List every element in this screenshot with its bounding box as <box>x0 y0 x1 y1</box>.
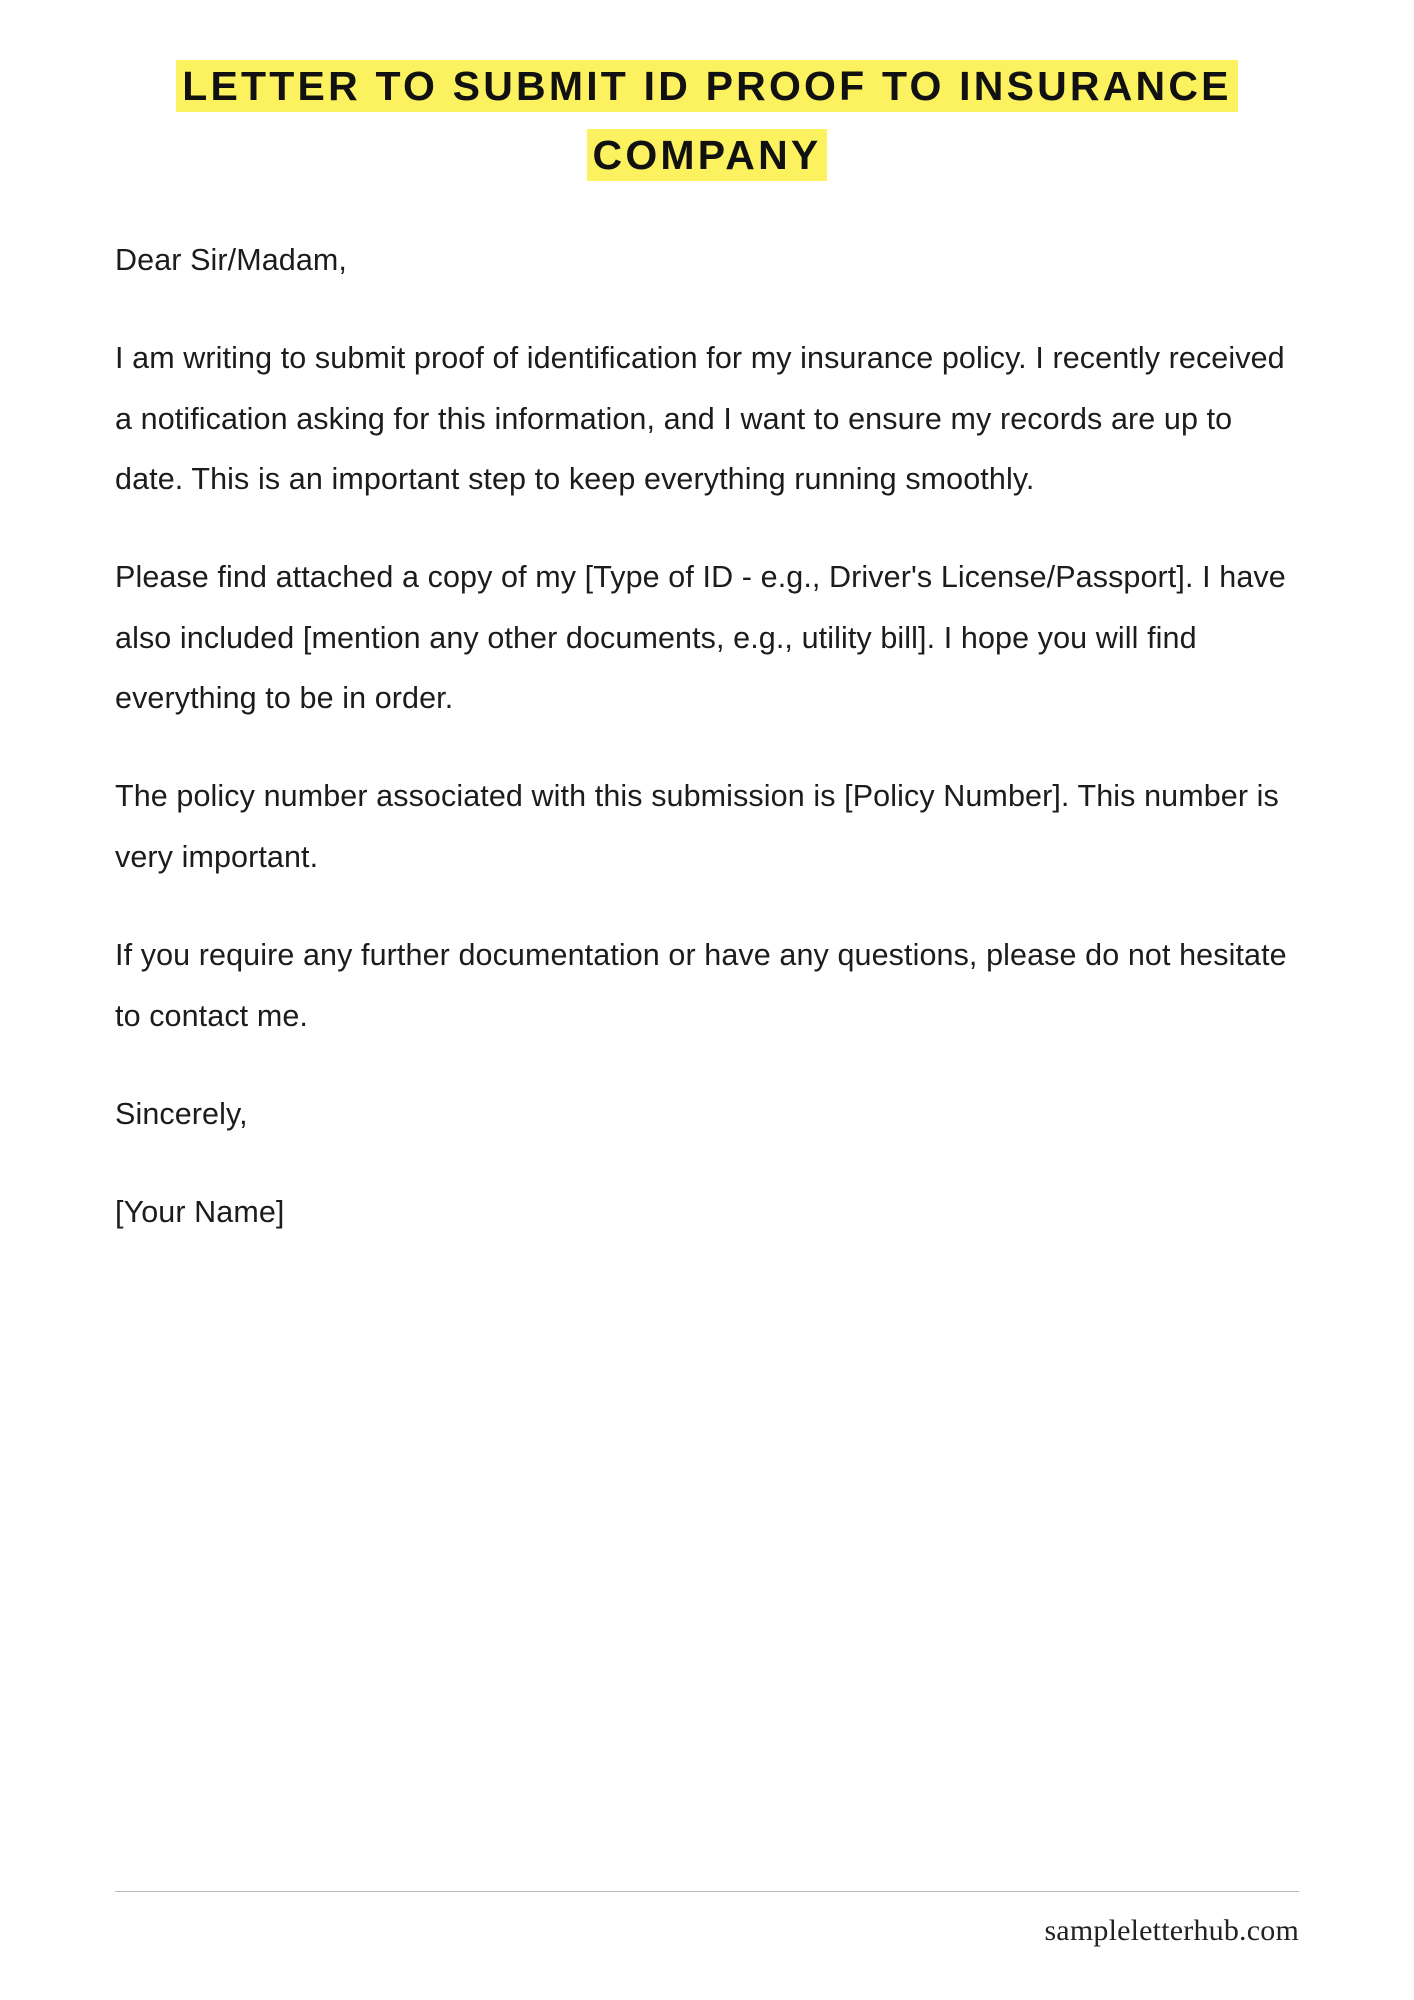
footer-divider <box>115 1891 1299 1892</box>
signature-name: [Your Name] <box>115 1195 285 1230</box>
footer-site-name: sampleletterhub.com <box>1044 1914 1299 1947</box>
paragraph-1: I am writing to submit proof of identification for my insurance policy. I recently received a notification asking for this information, and I want to ensure my records are up to date. This is an important step to keep everything running smoothly. <box>115 341 1285 496</box>
page-title-text: LETTER TO SUBMIT ID PROOF TO INSURANCE COMPANY <box>176 60 1237 181</box>
letter-body <box>115 230 1299 1243</box>
page-title <box>115 52 1299 190</box>
paragraph-3: The policy number associated with this submission is [Policy Number]. This number is very important. <box>115 779 1279 874</box>
page-footer <box>115 1891 1299 1948</box>
salutation: Dear Sir/Madam, <box>115 242 348 277</box>
paragraph-4: If you require any further documentation or have any questions, please do not hesitate to contact me. <box>115 938 1287 1033</box>
closing: Sincerely, <box>115 1096 248 1131</box>
paragraph-2: Please find attached a copy of my [Type of ID - e.g., Driver's License/Passport]. I have also included [mention any other documents, e.g., utility bill]. I hope you will find everything to be in order. <box>115 560 1286 715</box>
